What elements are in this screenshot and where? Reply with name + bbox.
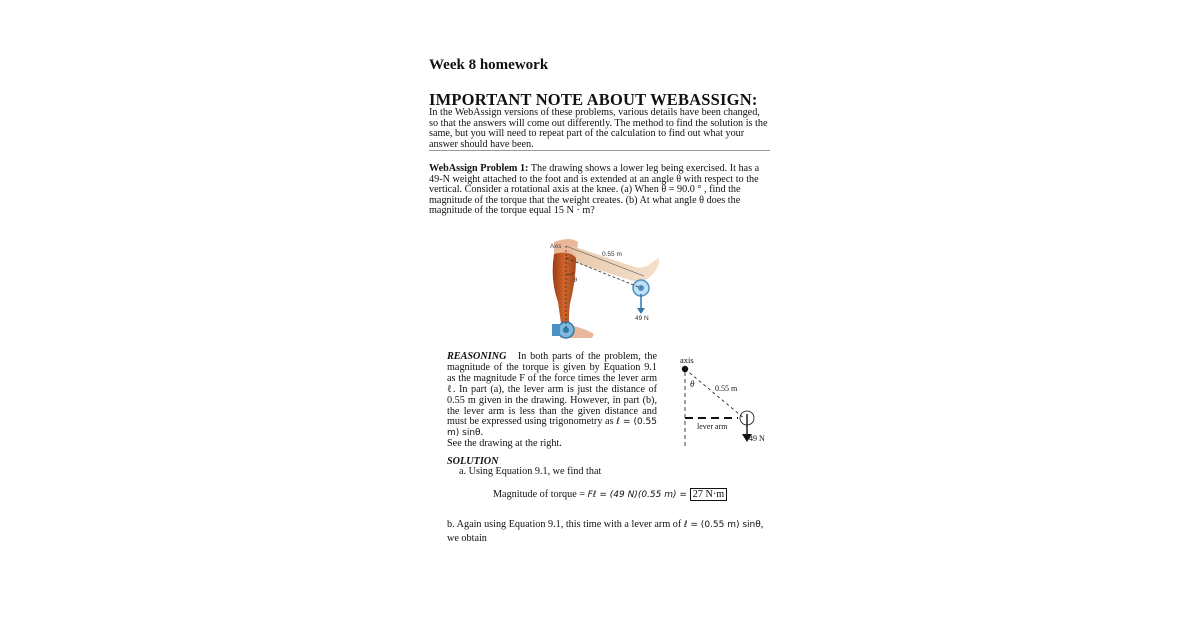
- reasoning-label: REASONING: [447, 351, 507, 362]
- diagram-force-label: 49 N: [749, 434, 765, 443]
- reasoning-paragraph: REASONING In both parts of the problem, the magnitude of the torque is given by Equation 9.1 as the magnitude F of the force times the lever arm ℓ. In part (a), the lever arm is just the distance of 0.55 m given in the drawing. However, in part (b), the lever arm is less than the given distance and must be expressed using trigonometry as ℓ = (0.55 m) sinθ. See the drawing at the right.: [447, 351, 657, 450]
- leg-illustration: [540, 232, 670, 344]
- reasoning-text-2: See the drawing at the right.: [447, 438, 562, 450]
- solution-heading: SOLUTION: [447, 456, 499, 467]
- note-text: In the WebAssign versions of these problems, various details have been changed, so that the answers will come out differently. The method to find the solution is the same, but you will need to repeat part of the calculation to find out what your answer should have been.: [429, 107, 768, 150]
- leg-theta-label: θ: [574, 278, 577, 284]
- equation-answer: 27 N·m: [690, 488, 727, 501]
- solution-part-a: a. Using Equation 9.1, we find that: [459, 466, 602, 477]
- leg-weight-label: 49 N: [635, 315, 649, 322]
- diagram-lever-label: lever arm: [697, 422, 728, 431]
- problem-label: WebAssign Problem 1:: [429, 163, 529, 174]
- leg-axis-label: Axis: [550, 244, 562, 250]
- part-b-pre: b. Again using Equation 9.1, this time with a lever arm of: [447, 519, 682, 530]
- diagram-axis-label: axis: [680, 355, 694, 365]
- part-b-formula: ℓ = (0.55 m) sinθ: [683, 520, 761, 530]
- diagram-distance-label: 0.55 m: [715, 384, 738, 393]
- problem-statement: [429, 164, 771, 217]
- note-heading: IMPORTANT NOTE ABOUT WEBASSIGN:: [429, 90, 758, 109]
- lever-arm-diagram: [676, 352, 776, 452]
- diagram-theta-label: θ: [690, 379, 695, 389]
- solution-part-b: [447, 518, 777, 545]
- equation-middle: Fℓ = (49 N)(0.55 m) =: [587, 490, 690, 500]
- reasoning-text-1: In both parts of the problem, the magnitude of the torque is given by Equation 9.1 as the magnitude F of the force times the lever arm ℓ. In part (a), the lever arm is just the distance of 0.55 m given in the drawing. However, in part (b), the lever arm is less than the given distance and must be expressed using trigonometry as: [447, 351, 657, 428]
- leg-distance-label: 0.55 m: [602, 251, 622, 258]
- part-b-post: , we obtain: [447, 519, 764, 544]
- divider: [429, 150, 770, 151]
- page-title: Week 8 homework: [429, 57, 549, 73]
- problem-text: The drawing shows a lower leg being exercised. It has a 49-N weight attached to the foot and is extended at an angle θ with respect to the vertical. Consider a rotational axis at the knee. (a) When θ = 90.0 ° , find the magnitude of the torque that the weight creates. (b) At what angle θ does the magnitude of the torque equal 15 N · m?: [429, 163, 760, 217]
- torque-equation: [493, 489, 727, 500]
- reasoning-formula: ℓ = (0.55 m) sinθ: [447, 417, 657, 439]
- equation-lhs: Magnitude of torque =: [493, 489, 588, 500]
